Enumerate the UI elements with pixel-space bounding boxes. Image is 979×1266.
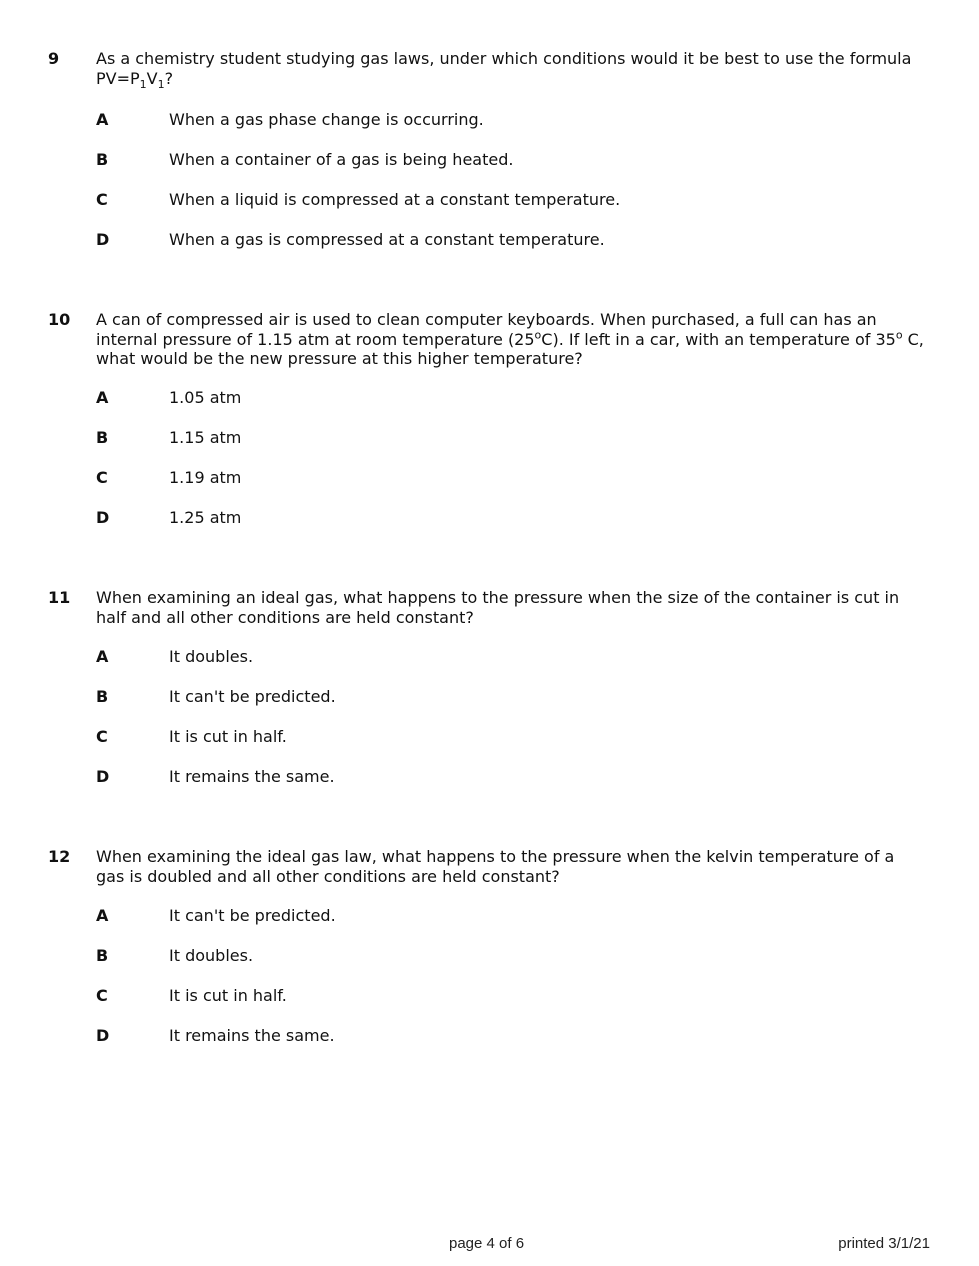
option-letter: B <box>96 150 109 169</box>
option-text: 1.05 atm <box>169 388 242 407</box>
option-letter: D <box>96 508 110 527</box>
option-text: When a gas is compressed at a constant temperature. <box>169 230 605 249</box>
question-10-option-c[interactable] <box>0 468 979 490</box>
question-10-option-b[interactable] <box>0 428 979 450</box>
question-number: 12 <box>48 847 71 866</box>
question-number: 10 <box>48 310 71 329</box>
option-text: It is cut in half. <box>169 986 287 1005</box>
option-letter: B <box>96 946 109 965</box>
question-12-option-c[interactable] <box>0 986 979 1008</box>
printed-date: printed 3/1/21 <box>838 1235 930 1252</box>
option-letter: C <box>96 986 108 1005</box>
question-9-option-c[interactable] <box>0 190 979 212</box>
option-letter: A <box>96 110 109 129</box>
question-text: A can of compressed air is used to clean computer keyboards. When purchased, a full can has an internal pressure of 1.15 atm at room temperature (25$^o$C). If left in a car, with an temperature of 35$^o$ C, what would be the new pressure at this higher temperature? <box>96 310 924 368</box>
option-text: It can't be predicted. <box>169 906 336 925</box>
question-11-option-a[interactable] <box>0 647 979 669</box>
option-letter: D <box>96 230 110 249</box>
option-letter: B <box>96 428 109 447</box>
question-11-option-d[interactable] <box>0 767 979 789</box>
option-text: When a gas phase change is occurring. <box>169 110 484 129</box>
option-letter: B <box>96 687 109 706</box>
question-number: 11 <box>48 588 71 607</box>
option-text: 1.25 atm <box>169 508 242 527</box>
option-text: It doubles. <box>169 946 254 965</box>
question-10-option-d[interactable] <box>0 508 979 530</box>
option-text: It remains the same. <box>169 767 335 786</box>
option-text: It can't be predicted. <box>169 687 336 706</box>
option-letter: D <box>96 767 110 786</box>
option-text: It is cut in half. <box>169 727 287 746</box>
option-text: 1.19 atm <box>169 468 242 487</box>
question-text: As a chemistry student studying gas laws, under which conditions would it be best to use the formula $PV=P_1V_1$? <box>96 49 912 91</box>
question-text: When examining an ideal gas, what happens to the pressure when the size of the container is cut in half and all other conditions are held constant? <box>96 588 900 627</box>
option-letter: C <box>96 468 108 487</box>
option-text: When a container of a gas is being heated. <box>169 150 514 169</box>
option-letter: D <box>96 1026 110 1045</box>
option-text: It doubles. <box>169 647 254 666</box>
option-letter: C <box>96 727 108 746</box>
question-9-option-b[interactable] <box>0 150 979 172</box>
option-letter: A <box>96 647 109 666</box>
question-9-option-a[interactable] <box>0 110 979 132</box>
question-text: When examining the ideal gas law, what happens to the pressure when the kelvin temperature of a gas is doubled and all other conditions are held constant? <box>96 847 895 886</box>
question-11-option-c[interactable] <box>0 727 979 749</box>
option-letter: A <box>96 906 109 925</box>
option-text: When a liquid is compressed at a constant temperature. <box>169 190 621 209</box>
option-letter: C <box>96 190 108 209</box>
page-number: page 4 of 6 <box>449 1235 525 1252</box>
option-text: It remains the same. <box>169 1026 335 1045</box>
question-10-option-a[interactable] <box>0 388 979 410</box>
question-number: 9 <box>48 49 60 68</box>
question-12-option-a[interactable] <box>0 906 979 928</box>
question-12-option-b[interactable] <box>0 946 979 968</box>
option-text: 1.15 atm <box>169 428 242 447</box>
question-9-option-d[interactable] <box>0 230 979 252</box>
question-12-option-d[interactable] <box>0 1026 979 1048</box>
option-letter: A <box>96 388 109 407</box>
question-11-option-b[interactable] <box>0 687 979 709</box>
